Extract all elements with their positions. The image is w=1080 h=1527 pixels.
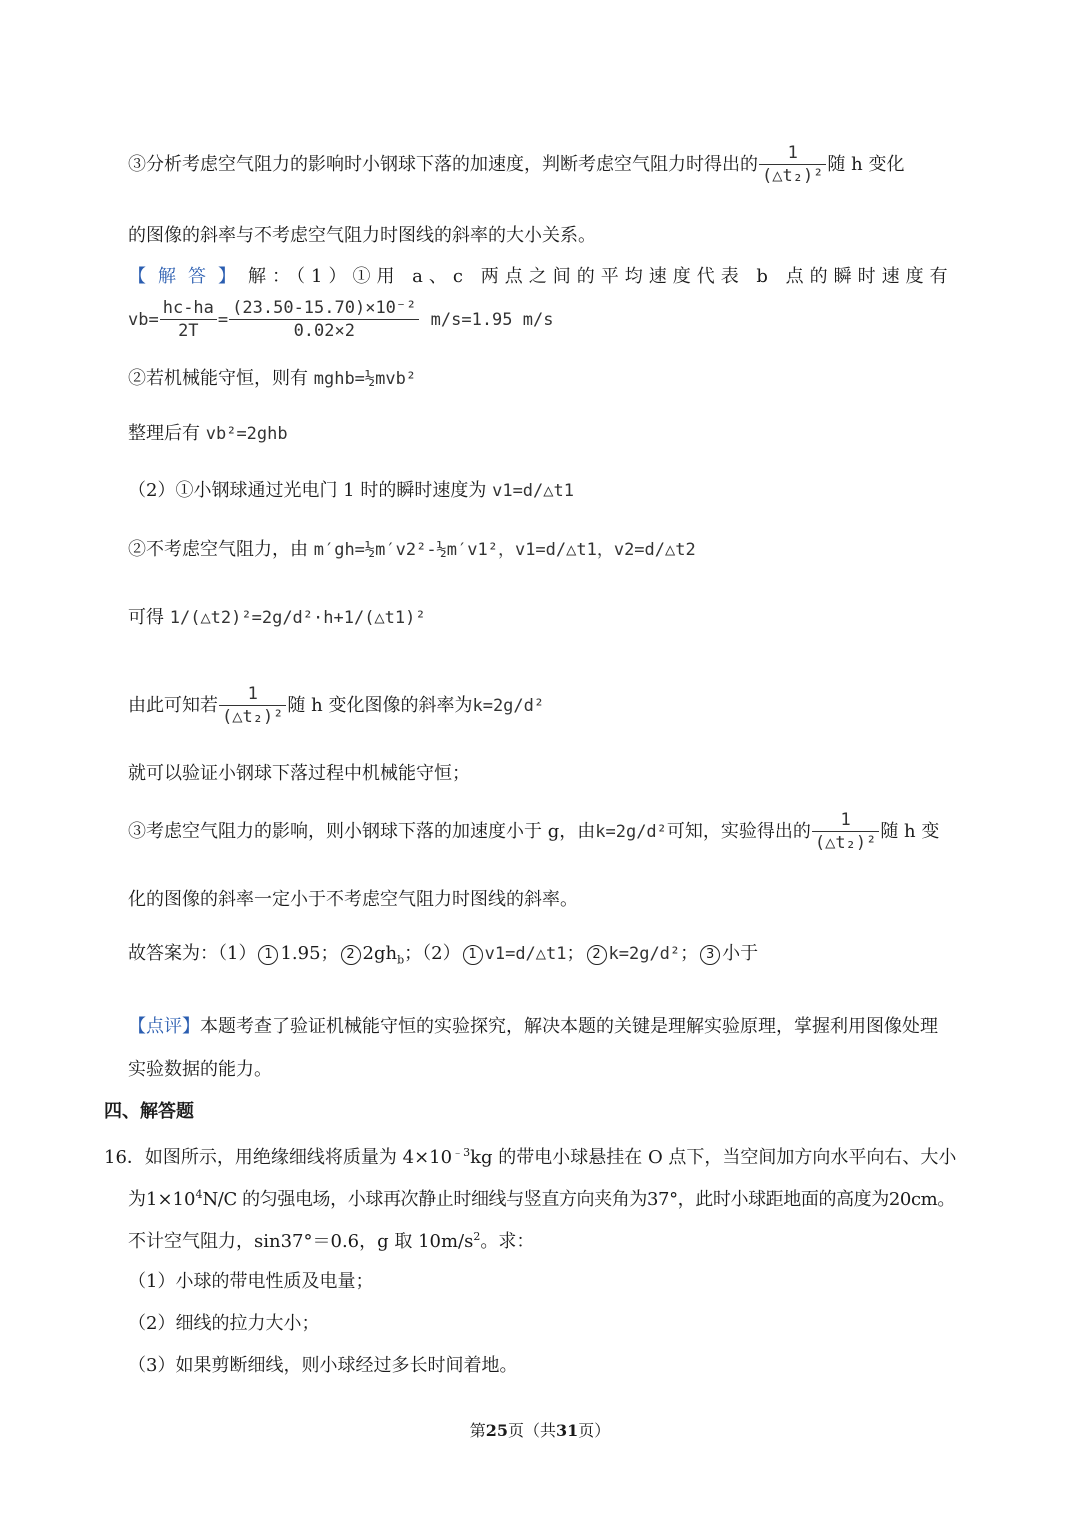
slope-text-b: 随 h 变化图像的斜率为 [287,695,473,716]
q16-line-3 [128,1231,534,1251]
q16-sub-3-text: （3）如果剪断细线，则小球经过多长时间着地。 [128,1355,518,1376]
simplify-text: 整理后有 [128,423,200,444]
footer-text-b: 页（共 [507,1421,556,1440]
final-answer-line [128,945,758,966]
drag-text-a: ③考虑空气阻力的影响，则小钢球下落的加速度小于 g，由 [128,821,596,842]
page-number: 25 [485,1421,508,1440]
final-answer-label: 故答案为：（1） [128,943,257,964]
q16-sub-1 [128,1273,373,1291]
slope-formula: k=2g/d² [472,696,545,716]
solution-text-1: 解：（1）①用 a、c 两点之间的平均速度代表 b 点的瞬时速度有 [248,266,954,287]
circled-2-icon: 2 [587,945,607,965]
energy-conservation-formula: mghb=½mvb² [313,369,417,389]
answer-tag: 【解答】 [128,266,248,287]
conclusion-text: 化的图像的斜率一定小于不考虑空气阻力时图线的斜率。 [128,889,578,910]
solution-line-9 [128,765,470,783]
circled-3-icon: 3 [700,945,720,965]
solution-line-1 [128,268,954,286]
circled-2-icon: 2 [341,945,361,965]
solution-line-5 [128,482,574,500]
answer-1-1: 1.95； [280,943,339,964]
section-title-text: 四、解答题 [104,1101,194,1122]
q16-text-1a: 16．如图所示，用绝缘细线将质量为 4×10 [104,1147,453,1168]
fraction-1-over-dt2-squared: $\frac{1}{\text{(△t₂)²}}$ [759,145,826,185]
answer-2-3: 小于 [722,943,759,964]
fraction-1-over-dt2-squared: $\frac{1}{\text{(△t₂)²}}$ [219,686,286,726]
q3-intro-line-2 [128,227,596,245]
slope-formula-2: k=2g/d² [595,822,667,842]
q3-intro-text-c: 的图像的斜率与不考虑空气阻力时图线的斜率的大小关系。 [128,225,596,246]
solution-line-6 [128,541,696,559]
q16-sup-1: ﹣3 [452,1146,471,1159]
q3-intro-text-b: 随 h 变化 [827,154,905,175]
vb-label: vb= [128,310,159,330]
vb-fraction-numeric: $\frac{\text{(23.50-15.70)×10⁻²}}{0.02\times 2}$ [229,300,419,340]
circled-1-icon: 1 [258,945,278,965]
q16-line-1 [104,1147,956,1167]
no-drag-text: ②不考虑空气阻力，由 [128,539,308,560]
vb-equation: vb= $\frac{hc-ha}{2T}$ = $\frac{\text{(23.50-15.70)×10⁻²}}{0.02\times 2}$ m/s=1.95 m/s [128,298,554,341]
solution-line-11 [128,891,578,909]
q16-sub-2-text: （2）细线的拉力大小； [128,1313,320,1334]
review-text-1: 本题考查了验证机械能守恒的实验探究，解决本题的关键是理解实验原理，掌握利用图像处理 [200,1016,938,1037]
circled-1-icon: 1 [463,945,483,965]
q16-sup-3: 2 [473,1230,481,1243]
q16-sub-1-text: （1）小球的带电性质及电量； [128,1271,374,1292]
q3-intro-line [128,145,904,185]
solution-line-10 [128,812,939,852]
q16-text-3b: 。求： [480,1231,535,1252]
q16-line-2 [128,1189,955,1209]
q16-sup-2: 4 [195,1188,203,1201]
drag-text-b: 可知，实验得出的 [666,821,811,842]
vb-result: m/s=1.95 m/s [430,310,554,330]
no-drag-formula: m′gh=½m′v2²-½m′v1²，v1=d/△t1，v2=d/△t2 [313,540,696,560]
simplify-formula: vb²=2ghb [205,424,288,444]
separator-2: ； [680,943,699,964]
review-tag: 【点评】 [128,1016,200,1037]
q16-sub-2 [128,1315,319,1333]
fraction-1-over-dt2-squared: $\frac{1}{\text{(△t₂)²}}$ [812,812,879,852]
answer-2-1: v1=d/△t1 [484,944,567,964]
answer-1-2: 2gh [362,943,398,964]
solution-line-4 [128,425,288,443]
q16-text-1b: kg 的带电小球悬挂在 O 点下，当空间加方向水平向右、大小 [470,1147,957,1168]
review-line-1 [128,1018,938,1036]
v1-text: （2）①小钢球通过光电门 1 时的瞬时速度为 [128,480,487,501]
result-text: 可得 [128,607,164,628]
v1-formula: v1=d/△t1 [492,481,574,501]
answer-1-2-sub: b [397,953,405,967]
solution-line-7 [128,609,426,627]
separator-1: ； [566,943,585,964]
footer-text-a: 第 [469,1421,486,1440]
q3-intro-text-a: ③分析考虑空气阻力的影响时小钢球下落的加速度，判断考虑空气阻力时得出的 [128,154,758,175]
answer-2-2: k=2g/d² [608,944,681,964]
q16-text-2b: N/C 的匀强电场，小球再次静止时细线与竖直方向夹角为37°，此时小球距地面的高度为20cm。 [202,1189,955,1210]
review-line-2 [128,1061,272,1079]
footer-text-c: 页） [578,1421,611,1440]
page-footer [0,1418,1080,1441]
q16-text-2a: 为1×10 [128,1189,196,1210]
verify-text: 就可以验证小钢球下落过程中机械能守恒； [128,763,470,784]
review-text-2: 实验数据的能力。 [128,1059,272,1080]
slope-text-a: 由此可知若 [128,695,218,716]
vb-fraction-symbolic: $\frac{hc-ha}{2T}$ [160,300,217,340]
section-title [104,1103,194,1121]
drag-text-c: 随 h 变 [880,821,940,842]
answer-2-label: ；（2） [404,943,461,964]
q16-sub-3 [128,1357,517,1375]
solution-line-8 [128,686,544,726]
energy-conservation-text: ②若机械能守恒，则有 [128,368,308,389]
q16-text-3a: 不计空气阻力，sin37°＝0.6，g 取 10m/s [128,1231,474,1252]
solution-line-3 [128,370,416,388]
total-pages: 31 [556,1421,579,1440]
result-formula: 1/(△t2)²=2g/d²·h+1/(△t1)² [169,608,426,628]
